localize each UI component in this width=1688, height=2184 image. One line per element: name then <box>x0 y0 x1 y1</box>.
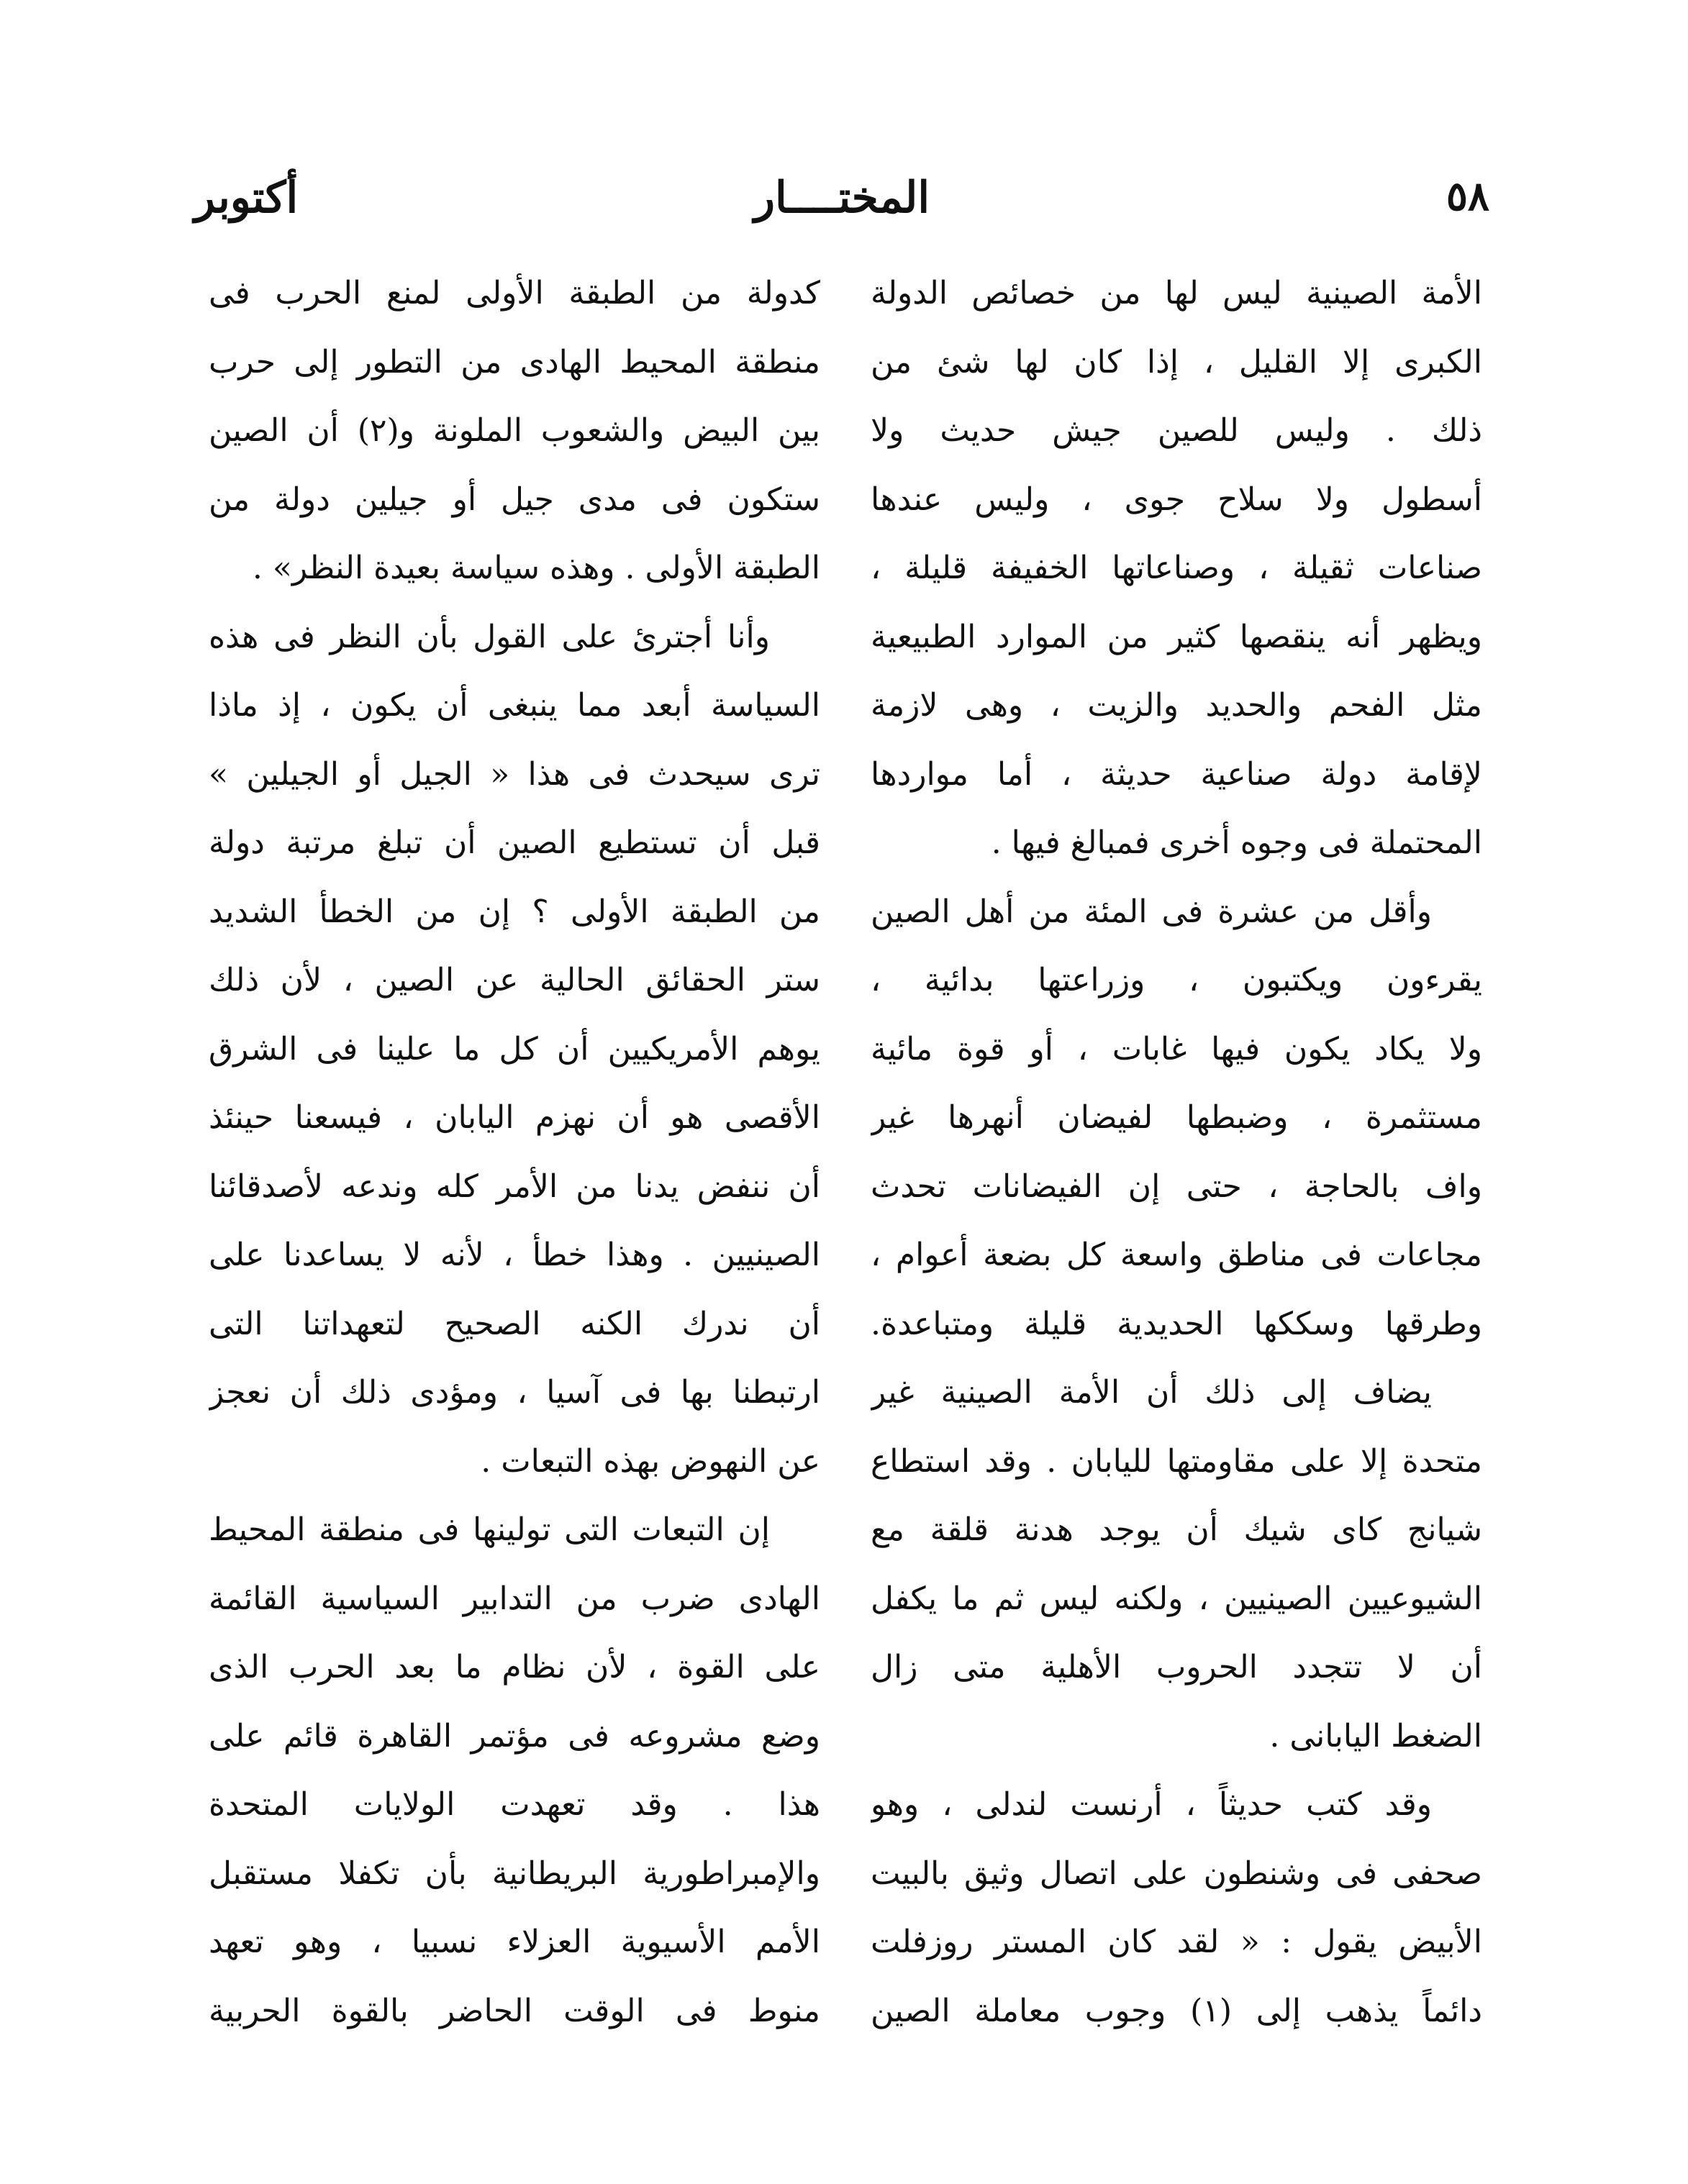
running-title: المختــــار <box>753 173 930 223</box>
text-line: وضع مشروعه فى مؤتمر القاهرة قائم على <box>209 1717 820 1755</box>
text-line: ولا يكاد يكون فيها غابات ، أو قوة مائية <box>871 1030 1482 1068</box>
text-line: ارتبطنا بها فى آسيا ، ومؤدى ذلك أن نعجز <box>209 1374 820 1411</box>
text-line: أسطول ولا سلاح جوى ، وليس عندها <box>871 481 1482 518</box>
left-text-column <box>209 259 820 2045</box>
text-line: الشيوعيين الصينيين ، ولكنه ليس ثم ما يكفل <box>871 1580 1482 1617</box>
text-line: على القوة ، لأن نظام ما بعد الحرب الذى <box>209 1649 820 1685</box>
text-line: صناعات ثقيلة ، وصناعاتها الخفيفة قليلة ، <box>871 550 1482 586</box>
text-line: والإمبراطورية البريطانية بأن تكفلا مستقبل <box>209 1855 820 1892</box>
issue-month: أكتوبر <box>194 173 299 223</box>
text-line: الأمم الأسيوية العزلاء نسبيا ، وهو تعهد <box>209 1924 820 1960</box>
text-line: منوط فى الوقت الحاضر بالقوة الحربية <box>209 1992 820 2029</box>
text-line: الصينيين . وهذا خطأ ، لأنه لا يساعدنا على <box>209 1237 820 1273</box>
text-line: صحفى فى وشنطون على اتصال وثيق بالبيت <box>871 1855 1482 1892</box>
text-line: المحتملة فى وجوه أخرى فمبالغ فيها . <box>991 824 1482 861</box>
text-line: ترى سيحدث فى هذا « الجيل أو الجيلين » <box>209 755 820 793</box>
text-line: الأقصى هو أن نهزم اليابان ، فيسعنا حينئذ <box>209 1099 820 1136</box>
text-line: متحدة إلا على مقاومتها لليابان . وقد استطاع <box>871 1442 1482 1480</box>
text-line: الهادى ضرب من التدابير السياسية القائمة <box>209 1580 820 1617</box>
text-line: عن النهوض بهذه التبعات . <box>481 1442 820 1480</box>
text-line: يقرءون ويكتبون ، وزراعتها بدائية ، <box>871 962 1482 998</box>
text-line: الضغط اليابانى . <box>1269 1717 1482 1755</box>
text-line: أن ندرك الكنه الصحيح لتعهداتنا التى <box>209 1305 820 1342</box>
text-line: منطقة المحيط الهادى من التطور إلى حرب <box>209 343 820 381</box>
text-line: ذلك . وليس للصين جيش حديث ولا <box>871 412 1482 449</box>
text-line: قبل أن تستطيع الصين أن تبلغ مرتبة دولة <box>209 824 820 861</box>
text-line: الطبقة الأولى . وهذه سياسة بعيدة النظر» . <box>252 550 820 586</box>
text-line: الأمة الصينية ليس لها من خصائص الدولة <box>871 275 1482 311</box>
text-line: هذا . وقد تعهدت الولايات المتحدة <box>209 1786 820 1823</box>
page-header <box>194 173 1489 252</box>
text-line: مستثمرة ، وضبطها لفيضان أنهرها غير <box>871 1099 1482 1136</box>
text-line: كدولة من الطبقة الأولى لمنع الحرب فى <box>209 275 820 311</box>
text-line: إن التبعات التى تولينها فى منطقة المحيط <box>209 1511 770 1548</box>
text-line: ستكون فى مدى جيل أو جيلين دولة من <box>209 481 820 518</box>
text-line: لإقامة دولة صناعية حديثة ، أما مواردها <box>871 755 1482 793</box>
page-number: ٥٨ <box>1446 173 1489 220</box>
text-line: وطرقها وسككها الحديدية قليلة ومتباعدة. <box>871 1305 1482 1342</box>
text-line: أن ننفض يدنا من الأمر كله وندعه لأصدقائنا <box>209 1168 820 1205</box>
text-line: شيانج كاى شيك أن يوجد هدنة قلقة مع <box>871 1511 1482 1548</box>
text-line: دائماً يذهب إلى (١) وجوب معاملة الصين <box>871 1992 1482 2029</box>
text-line: أن لا تتجدد الحروب الأهلية متى زال <box>871 1649 1482 1685</box>
text-line: واف بالحاجة ، حتى إن الفيضانات تحدث <box>871 1168 1482 1205</box>
text-line: يضاف إلى ذلك أن الأمة الصينية غير <box>871 1374 1432 1411</box>
text-line: من الطبقة الأولى ؟ إن من الخطأ الشديد <box>209 893 820 930</box>
text-line: السياسة أبعد مما ينبغى أن يكون ، إذ ماذا <box>209 687 820 724</box>
text-line: وأنا أجترئ على القول بأن النظر فى هذه <box>209 618 770 655</box>
text-line: الأبيض يقول : « لقد كان المستر روزفلت <box>871 1924 1482 1960</box>
text-line: ويظهر أنه ينقصها كثير من الموارد الطبيعية <box>871 618 1482 655</box>
text-line: ستر الحقائق الحالية عن الصين ، لأن ذلك <box>209 962 820 998</box>
text-line: يوهم الأمريكيين أن كل ما علينا فى الشرق <box>209 1030 820 1068</box>
text-line: الكبرى إلا القليل ، إذا كان لها شئ من <box>871 343 1482 381</box>
text-line: بين البيض والشعوب الملونة و(٢) أن الصين <box>209 412 820 449</box>
right-text-column <box>871 259 1482 2045</box>
text-line: مجاعات فى مناطق واسعة كل بضعة أعوام ، <box>871 1237 1482 1273</box>
text-line: وقد كتب حديثاً ، أرنست لندلى ، وهو <box>871 1786 1432 1823</box>
text-line: وأقل من عشرة فى المئة من أهل الصين <box>871 893 1432 930</box>
text-line: مثل الفحم والحديد والزيت ، وهى لازمة <box>871 687 1482 724</box>
